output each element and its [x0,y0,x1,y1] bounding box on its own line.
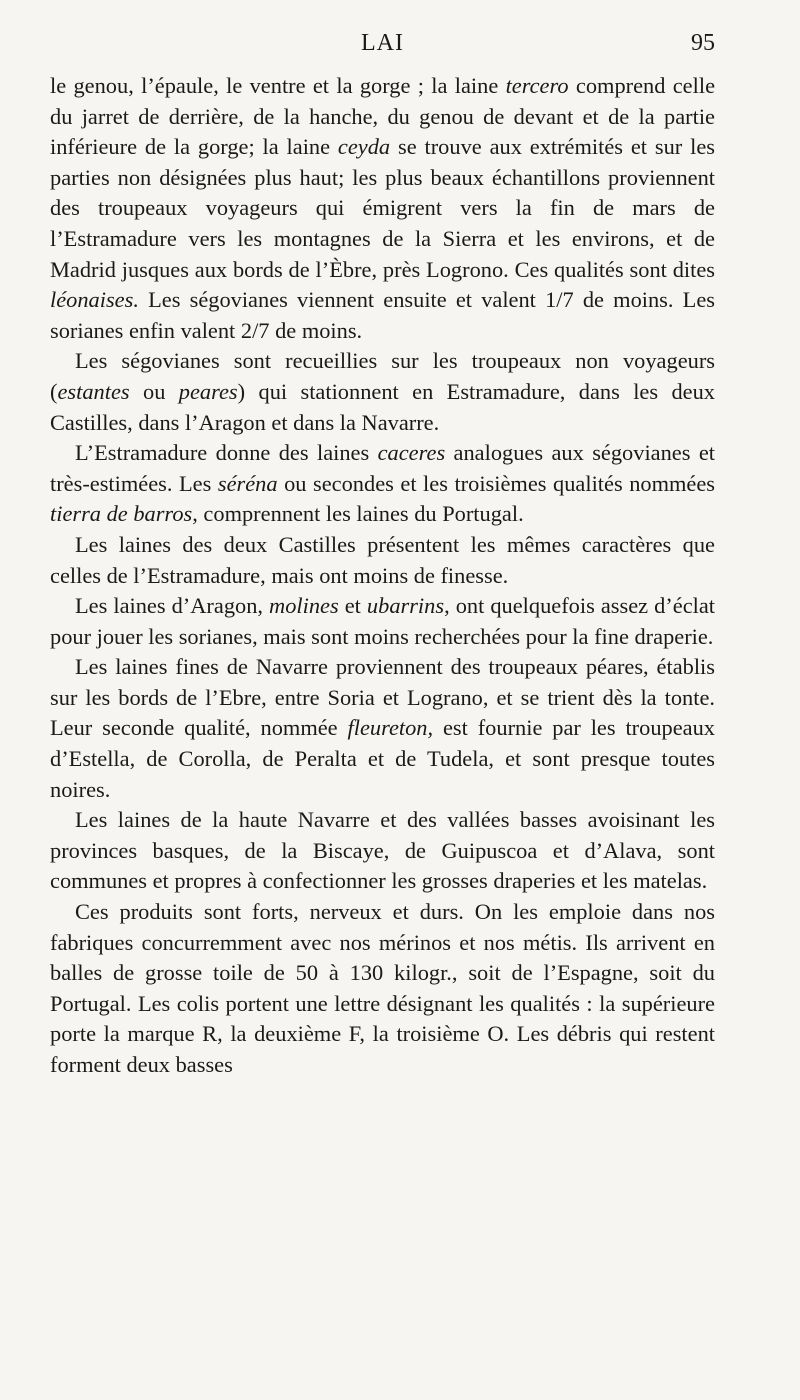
italic-term: peares [178,378,238,404]
italic-term: fleureton, [347,715,434,741]
text-run: Les ségovianes viennent ensuite et valent 1/7 de moins. Les sorianes enfin valent 2/7 de moins. [50,287,715,343]
italic-term: tierra de barros [50,501,193,527]
text-run: se trouve aux extrémités et sur les parties non désignées plus haut; les plus beaux échantillons proviennent des troupeaux voyageurs qui émigrent vers la fin de mars de l’Estramadure vers les montagnes de la Sierra et les environs, et de Madrid jusques aux bords de l’Èbre, près Logrono. Ces qualités sont dites [50,134,715,282]
italic-term: ceyda [337,134,391,160]
paragraph [50,71,715,346]
paragraph [50,530,715,591]
text-run: ou [129,378,179,404]
italic-term: molines [269,593,339,619]
text-run: ) qui stationnent en Estramadure, dans les deux Castilles, dans l’Aragon et dans la Navarre. [50,378,715,435]
text-run: Les ségovianes sont recueillies sur les troupeaux non voyageurs ( [50,348,715,404]
text-run: Les laines de la haute Navarre et des vallées basses avoisinant les provinces basques, de la Biscaye, de Guipuscoa et d’Alava, sont communes et propres à confectionner les grosses draperies et les matelas. [50,807,715,894]
italic-term: ubarrins [366,593,445,619]
text-run: Les laines des deux Castilles présentent les mêmes caractères que celles de l’Estramadure, mais ont moins de finesse. [50,531,715,588]
text-run: , ont quelquefois assez d’éclat pour jouer les sorianes, mais sont moins recherchées pour la fine draperie. [50,593,716,649]
paragraph [50,438,715,530]
italic-term: caceres [377,440,446,466]
text-run: Les laines fines de Navarre proviennent des troupeaux péares, établis sur les bords de l’Ebre, entre Soria et Lograno, et se trient dès la tonte. Leur seconde qualité, nommée [50,654,715,741]
paragraph [50,805,715,897]
text-run: le genou, l’épaule, le ventre et la gorge ; la laine [50,73,506,98]
text-run: comprend celle du jarret de derrière, de la hanche, du genou de devant et de la partie inférieure de la gorge; la laine [50,73,716,160]
page-body-text [50,71,715,1081]
italic-term: léonaises. [50,287,139,313]
text-run: est fournie par les troupeaux d’Estella, de Corolla, de Peralta et de Tudela, et sont presque toutes noires. [50,715,715,802]
text-run: Les laines d’Aragon, [75,593,270,619]
text-run: Ces produits sont forts, nerveux et durs. On les emploie dans nos fabriques concurremment avec nos mérinos et nos métis. Ils arrivent en balles de grosse toile de 50 à 130 kilogr., soit de l’Espagne, soit du Portugal. Les colis portent une lettre désignant les qualités : la supérieure porte la marque R, la deuxième F, la troisième O. Les débris qui restent forment deux basses [50,899,715,1077]
paragraph [50,591,715,652]
text-run: L’Estramadure donne des laines [75,440,378,466]
paragraph [50,346,715,438]
text-run: et [338,593,367,619]
paragraph [50,897,715,1081]
text-run: , comprennent les laines du Portugal. [192,501,524,527]
text-run: analogues aux ségovianes et très-estimées. Les [50,440,716,496]
header-title: LAI [361,30,404,56]
running-header [50,30,715,66]
italic-term: séréna [217,470,278,496]
text-run: ou secondes et les troisièmes qualités nommées [277,470,716,496]
paragraph [50,652,715,805]
italic-term: tercero [505,73,569,98]
italic-term: estantes [57,378,130,404]
page-number: 95 [691,30,715,56]
